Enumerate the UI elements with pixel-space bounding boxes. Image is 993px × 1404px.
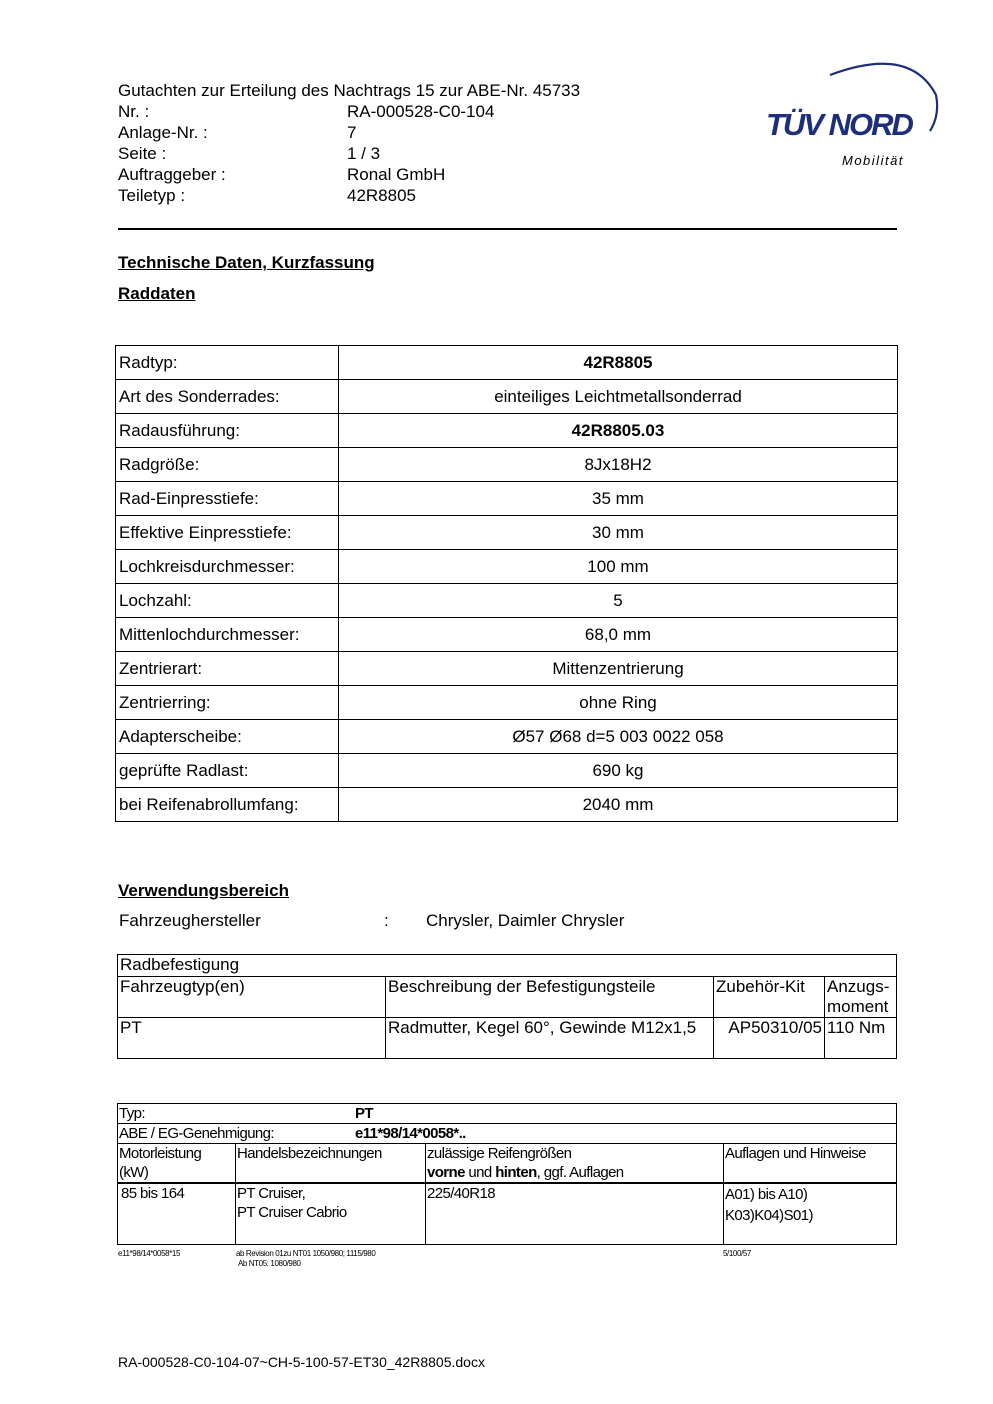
header-row: Anlage-Nr. : 7: [118, 123, 357, 142]
table-row: geprüfte Radlast: 690 kg: [116, 754, 898, 788]
table-row: Lochzahl: 5: [116, 584, 898, 618]
table-row: Rad-Einpresstiefe: 35 mm: [116, 482, 898, 516]
fahrzeughersteller-label: Fahrzeughersteller: [119, 911, 261, 930]
fahrzeughersteller-value: Chrysler, Daimler Chrysler: [426, 911, 625, 930]
header-row: Teiletyp : 42R8805: [118, 186, 417, 205]
report-title: Gutachten zur Erteilung des Nachtrags 15 zur ABE-Nr. 45733: [118, 81, 581, 100]
table-row: Fahrzeugtyp(en) Beschreibung der Befestigungsteile Zubehör-Kit Anzugs-moment: [118, 977, 897, 1018]
header-row: Seite : 1 / 3: [118, 144, 381, 163]
footnote: e11*98/14*0058*15: [118, 1249, 181, 1258]
table-row: Art des Sonderrades: einteiliges Leichtmetallsonderrad: [116, 380, 898, 414]
footnote: 5/100/57: [723, 1249, 751, 1258]
section-heading: Raddaten: [118, 284, 196, 303]
section-heading: Technische Daten, Kurzfassung: [118, 253, 375, 272]
header-row: Nr. : RA-000528-C0-104: [118, 102, 495, 121]
table-row: Typ: PT: [118, 1104, 897, 1124]
raddaten-table: [115, 345, 898, 822]
radbefestigung-table: [117, 954, 897, 1059]
logo-subtitle: Mobilität: [842, 153, 904, 168]
table-row: PT Radmutter, Kegel 60°, Gewinde M12x1,5 AP50310/05 110 Nm: [118, 1018, 897, 1059]
table-row: Effektive Einpresstiefe: 30 mm: [116, 516, 898, 550]
header-divider: [118, 228, 897, 230]
table-row: Radgröße: 8Jx18H2: [116, 448, 898, 482]
separator: :: [384, 911, 389, 930]
footnote: Ab NT05: 1080/980: [238, 1259, 301, 1268]
table-row: Motorleistung (kW) Handelsbezeichnungen zulässige Reifengrößen vorne und hinten, ggf. Auflagen Auflagen und Hinweise: [118, 1144, 897, 1184]
table-row: Zentrierring: ohne Ring: [116, 686, 898, 720]
table-row: Adapterscheibe: Ø57 Ø68 d=5 003 0022 058: [116, 720, 898, 754]
logo-text: TÜV NORD: [766, 107, 912, 142]
table-row: Radbefestigung: [118, 955, 897, 977]
table-row: Radausführung: 42R8805.03: [116, 414, 898, 448]
table-row: ABE / EG-Genehmigung: e11*98/14*0058*..: [118, 1124, 897, 1144]
table-row: bei Reifenabrollumfang: 2040 mm: [116, 788, 898, 822]
typ-table: [117, 1103, 897, 1245]
table-row: Radtyp: 42R8805: [116, 346, 898, 380]
section-heading: Verwendungsbereich: [118, 881, 289, 900]
table-row: Mittenlochdurchmesser: 68,0 mm: [116, 618, 898, 652]
header-row: Auftraggeber : Ronal GmbH: [118, 165, 446, 184]
table-row: 85 bis 164 PT Cruiser, PT Cruiser Cabrio 225/40R18 A01) bis A10) K03)K04)S01): [118, 1183, 897, 1245]
tuv-nord-logo: [760, 55, 940, 175]
file-name-footer: RA-000528-C0-104-07~CH-5-100-57-ET30_42R8805.docx: [118, 1354, 485, 1370]
table-row: Lochkreisdurchmesser: 100 mm: [116, 550, 898, 584]
table-row: Zentrierart: Mittenzentrierung: [116, 652, 898, 686]
footnote: ab Revision 01zu NT01 1050/980; 1115/980: [236, 1249, 376, 1258]
